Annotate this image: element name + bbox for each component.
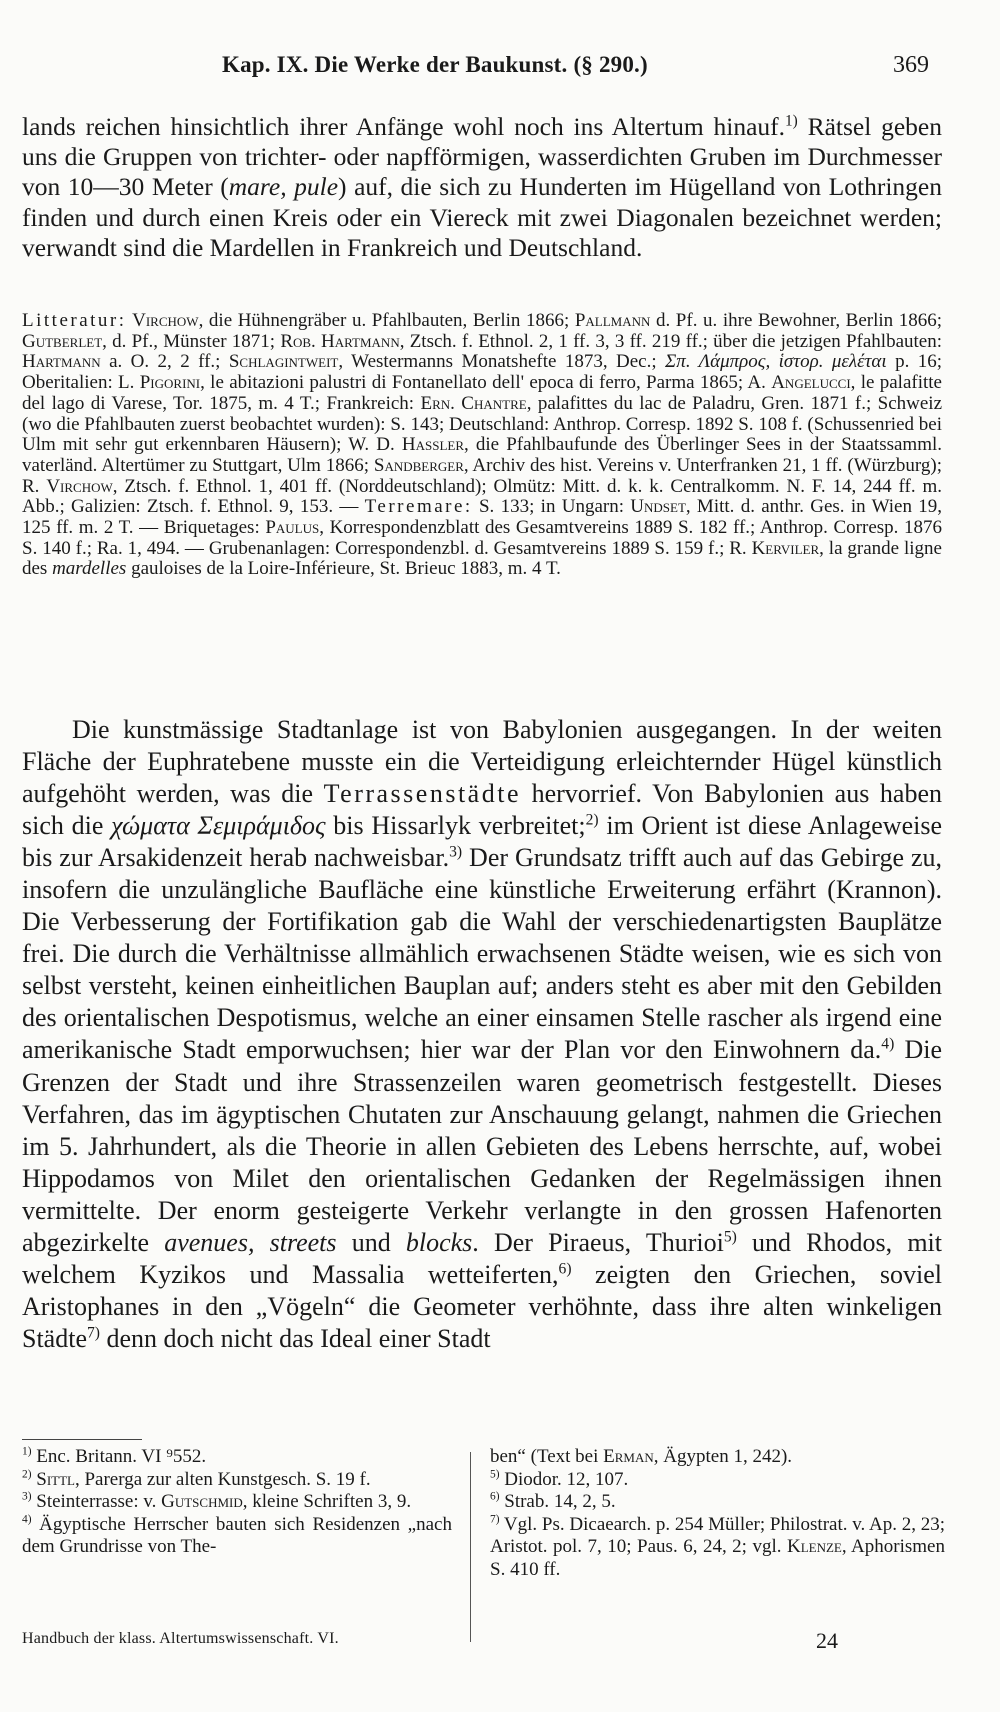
spaced-term: Terrassenstädte [323, 779, 521, 809]
footnote: $^{4)}$ Ägyptische Herrscher bauten sich Residenzen „nach dem Grundrisse von The- [22, 1513, 452, 1557]
footnote: $^{2)}$ Sittl, Parerga zur alten Kunstgesch. S. 19 f. [22, 1468, 371, 1490]
main-text: hervorrief. Von Babylonien aus haben sich die [22, 779, 942, 841]
main-text: und Rhodos, mit welchem Kyzikos und Massalia wetteiferten, [22, 1227, 942, 1289]
footnote: $^{5)}$ Diodor. 12, 107. [490, 1468, 629, 1490]
signature-line: Handbuch der klass. Altertumswissenschaft. VI. [22, 1630, 339, 1647]
literature-text: , la grande ligne des [22, 537, 942, 580]
literature-text: , Archiv des hist. Vereins v. Unterfranken 21, 1 ff. (Würzburg); R. [22, 454, 942, 497]
main-paragraph [22, 714, 942, 1355]
footnote: $^{1)}$ Enc. Britann. VI ⁹552. [22, 1445, 207, 1467]
author-name: Hartmann [22, 351, 101, 373]
main-text: denn doch nicht das Ideal einer Stadt [100, 1323, 491, 1353]
literature-text: , palafittes du lac de Paladru, Gren. 1871 f.; Schweiz (wo die Pfahlbauten zuerst beobachtet wurden): S. 143; Deutschland: Anthrop. Corresp. 1892 S. 108 f. (Schussenried bei Ulm mit sehr gut erkennbaren Häusern); W. D. [22, 392, 943, 456]
author-name: Kerviler [751, 537, 820, 559]
footnotes-left-column [22, 1446, 452, 1559]
author-name: Sandberger [373, 454, 464, 476]
author-name: Rob. Hartmann [280, 330, 400, 352]
footnote-ref: 7) [87, 1324, 100, 1342]
greek-title: Σπ. Λάμπρος, ἱστορ. μελέται [665, 351, 887, 373]
literature-text: , le palafitte del lago di Varese, Tor. 1875, m. 4 T.; Frankreich: [22, 372, 942, 414]
running-title: Kap. IX. Die Werke der Baukunst. (§ 290.) [222, 52, 648, 77]
main-text: Die kunstmässige Stadtanlage ist von Babylonien ausgegangen. In der weiten Fläche der Euphratebene musste ein die Verteidigung erleichternder Hügel künstlich aufgehöht werden, was die [22, 715, 942, 809]
literature-text: gauloises de la Loire-Inférieure, St. Brieuc 1883, m. 4 T. [126, 558, 561, 580]
literature-text: , Westermanns Monatshefte 1873, Dec.; [338, 351, 666, 373]
main-italic: blocks [405, 1227, 473, 1257]
column-divider [470, 1452, 471, 1642]
sheet-number: 24 [816, 1628, 838, 1653]
intro-text: lands reichen hinsichtlich ihrer Anfänge wohl noch ins Altertum hinauf. [22, 112, 786, 141]
footnote-ref: 1) [785, 112, 798, 130]
literature-text: , le abitazioni palustri di Fontanellato dell' epoca di ferro, Parma 1865; A. [200, 372, 772, 394]
literature-text: d. Pf. u. ihre Bewohner, Berlin 1866; [650, 310, 943, 331]
footnote: $^{6)}$ Strab. 14, 2, 5. [490, 1490, 616, 1512]
author-name: Paulus [265, 517, 320, 539]
main-text: im Orient ist diese Anlageweise bis zur Arsakidenzeit herab nachweisbar. [22, 811, 942, 873]
main-text: Die Grenzen der Stadt und ihre Strassenzeilen waren geometrisch festgestellt. Dieses Verfahren, das im ägyptischen Chutaten zur Anschauung gelangt, nahmen die Griechen im 5. Jahrhundert, als die Theorie in allen Gebieten des Lebens herrschte, auf, wobei Hippodamos von Milet den orientalischen Gedanken der Regelmässigen ihnen vermittelte. Der enorm gesteigerte Verkehr verlangte in den grossen Hafenorten abgezirkelte [22, 1035, 942, 1257]
intro-text: Rätsel geben uns die Gruppen von trichter- oder napfförmigen, wasserdichten Gruben im Durchmesser von 10—30 Meter ( [22, 112, 942, 202]
main-text: und [336, 1227, 406, 1257]
footnote: $^{3)}$ Steinterrasse: v. Gutschmid, kleine Schriften 3, 9. [22, 1490, 412, 1512]
literature-text: p. 16; Oberitalien: L. [22, 351, 942, 394]
greek-phrase: χώματα Σεμιράμιδος [111, 811, 326, 841]
author-name: Schlagintweit [228, 351, 339, 373]
literature-text: , Ztsch. f. Ethnol. 2, 1 ff. 3, 3 ff. 219 ff.; über die jetzigen Pfahlbauten: [399, 330, 943, 352]
literature-text: , Korrespondenzblatt des Gesamtvereins 1889 S. 182 ff.; Anthrop. Corresp. 1876 S. 140 f.; Ra. 1, 494. — Grubenanlagen: Correspondenzbl. d. Gesamtvereins 1889 S. 159 f.; R. [22, 517, 942, 559]
footnotes-right-column [490, 1446, 945, 1581]
intro-text: ) auf, die sich zu Hunderten im Hügelland von Lothringen finden und durch einen Kreis oder ein Viereck mit zwei Diagonalen bezeichnet werden; verwandt sind die Mardellen in Frankreich und Deutschland. [22, 172, 942, 262]
main-text: Der Grundsatz trifft auch auf das Gebirge zu, insofern die unzulängliche Baufläche eine künstliche Erweiterung erfährt (Krannon). Die Verbesserung der Fortifikation gab die Wahl der verschiedenartigsten Bauplätze frei. Die durch die Verhältnisse allmählich erwachsenen Städte weisen, wie es sich von selbst versteht, keinen einheitlichen Bauplan auf; anders steht es aber mit den Gebilden des orientalischen Despotismus, welche an einer einsamen Stelle rascher als irgend eine amerikanische Stadt emporwuchsen; hier war der Plan vor den Einwohnern da. [22, 843, 942, 1065]
author-name: Undset [630, 496, 686, 518]
page-number: 369 [893, 52, 929, 78]
literature-text: a. O. 2, 2 ff.; [100, 351, 229, 373]
author-name: Pallmann [574, 310, 651, 331]
literature-text: , die Hühnengräber u. Pfahlbauten, Berlin 1866; [198, 310, 575, 331]
intro-italic: mare, pule [228, 172, 339, 202]
footnote-rule [22, 1439, 142, 1440]
literature-text: , d. Pf., Münster 1871; [102, 330, 281, 352]
literature-text: , Ztsch. f. Ethnol. 1, 401 ff. (Norddeutschland); Olmütz: Mitt. d. k. k. Centralkomm. N. F. 14, 244 ff. m. Abb.; Galizien: Ztsch. f. Ethnol. 9, 153. — [22, 475, 942, 518]
author-name: Virchow [132, 310, 199, 331]
literature-text: , die Pfahlbaufunde des Überlinger Sees in der Staatssamml. vaterländ. Altertümer zu Stuttgart, Ulm 1866; [22, 434, 942, 476]
author-name: Gutberlet [22, 330, 103, 352]
author-name: Ern. Chantre [420, 392, 527, 414]
footnote-ref: 2) [585, 811, 599, 829]
author-name: Hassler [401, 434, 464, 456]
author-name: Pigorini [139, 372, 201, 394]
footnote-ref: 3) [449, 843, 463, 861]
main-text: zeigten den Griechen, soviel Aristophanes in den „Vögeln“ die Geometer verhöhnte, dass ihre alten winkeligen Städte [22, 1259, 942, 1353]
footnote-ref: 5) [723, 1228, 737, 1246]
literature-block [22, 311, 942, 580]
main-italic: avenues, streets [164, 1227, 337, 1257]
main-text: bis Hissarlyk verbreitet; [325, 811, 586, 841]
literature-text: , Mitt. d. anthr. Ges. in Wien 19, 125 ff. m. 2 T. — Briquetages: [22, 496, 942, 539]
author-name: Virchow [46, 475, 113, 497]
footnote-ref: 4) [881, 1035, 895, 1053]
literature-heading: Litteratur: [22, 310, 127, 331]
footnote: ben“ (Text bei Erman, Ägypten 1, 242). [490, 1446, 793, 1467]
footnote-ref: 6) [558, 1260, 572, 1278]
footnote: $^{7)}$ Vgl. Ps. Dicaearch. p. 254 Müller; Philostrat. v. Ap. 2, 23; Aristot. pol. 7, 10; Paus. 6, 24, 2; vgl. Klenze, Aphorismen S. 410 ff. [490, 1513, 945, 1580]
intro-paragraph [22, 112, 942, 263]
literature-text: S. 133; in Ungarn: [472, 496, 631, 518]
running-header [0, 52, 1000, 88]
literature-italic: mardelles [52, 558, 127, 580]
literature-subheading: Terremare: [364, 496, 473, 518]
author-name: Angelucci [771, 372, 851, 394]
main-text: . Der Piraeus, Thurioi [472, 1227, 724, 1257]
